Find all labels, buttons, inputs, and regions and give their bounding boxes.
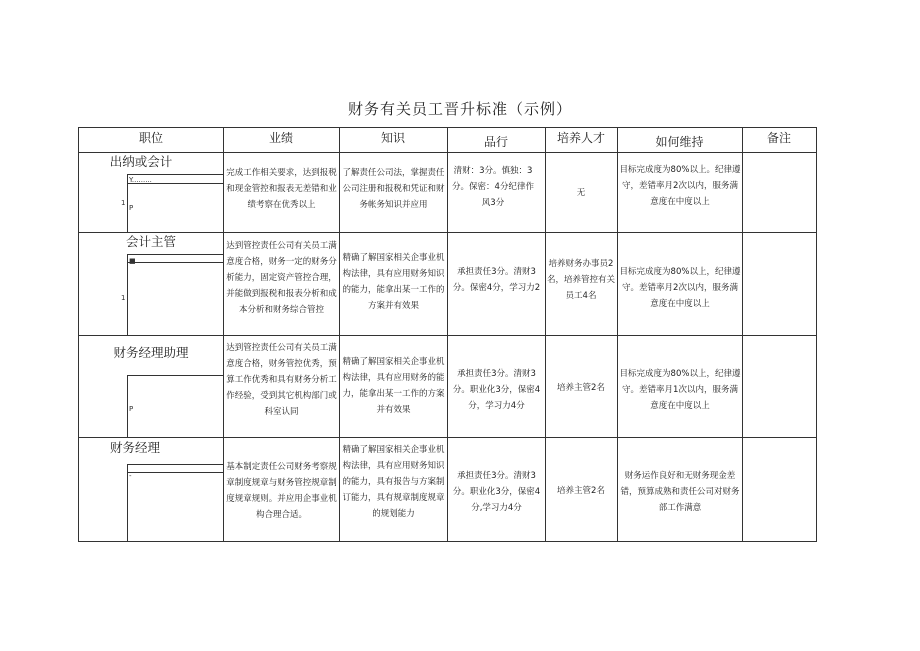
row-position: 财务经理助理 — [113, 345, 189, 360]
row-maintain: 财务运作良好和无财务现金差错，预算成熟和责任公司对财务部工作满意 — [620, 471, 740, 513]
row-maintain: 目标完成度为80%以上，纪律遵守。差错率月2次以内，服务满意度在中度以上 — [619, 267, 741, 309]
header-knowledge: 知识 — [380, 131, 405, 145]
header-cultivation: 培养人才 — [556, 131, 605, 145]
header-maintain: 如何维持 — [655, 135, 704, 149]
row-mark: P — [129, 204, 134, 212]
row-character: 承担责任3分。清财3分。职业化3分，保密4分，学习力4分 — [452, 369, 541, 411]
row-position: 财务经理 — [109, 440, 160, 455]
page-title: 财务有关员工晋升标准（示例） — [347, 100, 572, 118]
row-mark: - — [129, 472, 132, 480]
row-position: 会计主管 — [125, 234, 176, 249]
row-knowledge: 精确了解国家相关企事业机构法律，具有应用财务知识的能力，具有报告与方案制订能力，具有规章制度规章的规划能力 — [342, 445, 445, 519]
row-mark: Y......... — [129, 176, 152, 184]
row-position: 出纳或会计 — [109, 154, 173, 169]
header-remark: 备注 — [766, 131, 791, 145]
row-performance: 完成工作相关要求，达到报税和现金管控和报表无差错和业绩考察在优秀以上 — [226, 168, 337, 210]
row-mark: P — [129, 405, 134, 413]
row-cultivation: 培养财务办事员2名，培养管控有关员工4名 — [547, 259, 615, 301]
row-mark: 1 — [121, 294, 126, 302]
row-knowledge: 精确了解国家相关企事业机构法律，具有应用财务知识的能力，能拿出某一工作的方案并有效果 — [342, 253, 445, 311]
row-character: 承担责任3分。清财3分。保密4分，学习力2 — [452, 267, 541, 293]
row-cultivation: 无 — [576, 188, 586, 198]
row-performance: 达到管控责任公司有关员工满意度合格，财务管控优秀，预算工作优秀和具有财务分析工作经验，受到其它机构部门或科室认同 — [226, 343, 337, 417]
promotion-standards-table — [78, 127, 817, 542]
header-performance: 业绩 — [268, 131, 293, 145]
row-performance: 达到管控责任公司有关员工满意度合格，财务一定的财务分析能力，固定资产管控合理，并能做到报税和报表分析和成本分析和财务综合管控 — [226, 241, 337, 315]
row-maintain: 目标完成度为80%以上，纪律遵守。差错率月1次以内，服务满意度在中度以上 — [619, 369, 741, 411]
row-knowledge: 了解责任公司法，掌握责任公司注册和报税和凭证和财务帐务知识并应用 — [342, 168, 445, 210]
row-mark: 1 — [121, 199, 126, 207]
row-knowledge: 精确了解国家相关企事业机构法律，具有应用财务的能力，能拿出某一工作的方案并有效果 — [342, 357, 445, 415]
header-character: 品行 — [483, 135, 508, 149]
row-character: 清财：3分。慎独：3分。保密：4分纪律作风3分 — [452, 166, 534, 208]
header-position: 职位 — [138, 131, 163, 145]
row-mark: ■ — [129, 257, 136, 265]
row-character: 承担责任3分。清财3分。职业化3分，保密4分,学习力4分 — [452, 471, 541, 513]
row-maintain: 目标完成度为80%以上。纪律遵守，差错率月2次以内，服务满意度在中度以上 — [619, 165, 741, 207]
row-cultivation: 培养主管2名 — [557, 383, 605, 393]
row-performance: 基本制定责任公司财务考察规章制度规章与财务管控规章制度规章规则。并应用企事业机构合理合适。 — [226, 462, 337, 520]
row-cultivation: 培养主管2名 — [557, 486, 605, 496]
